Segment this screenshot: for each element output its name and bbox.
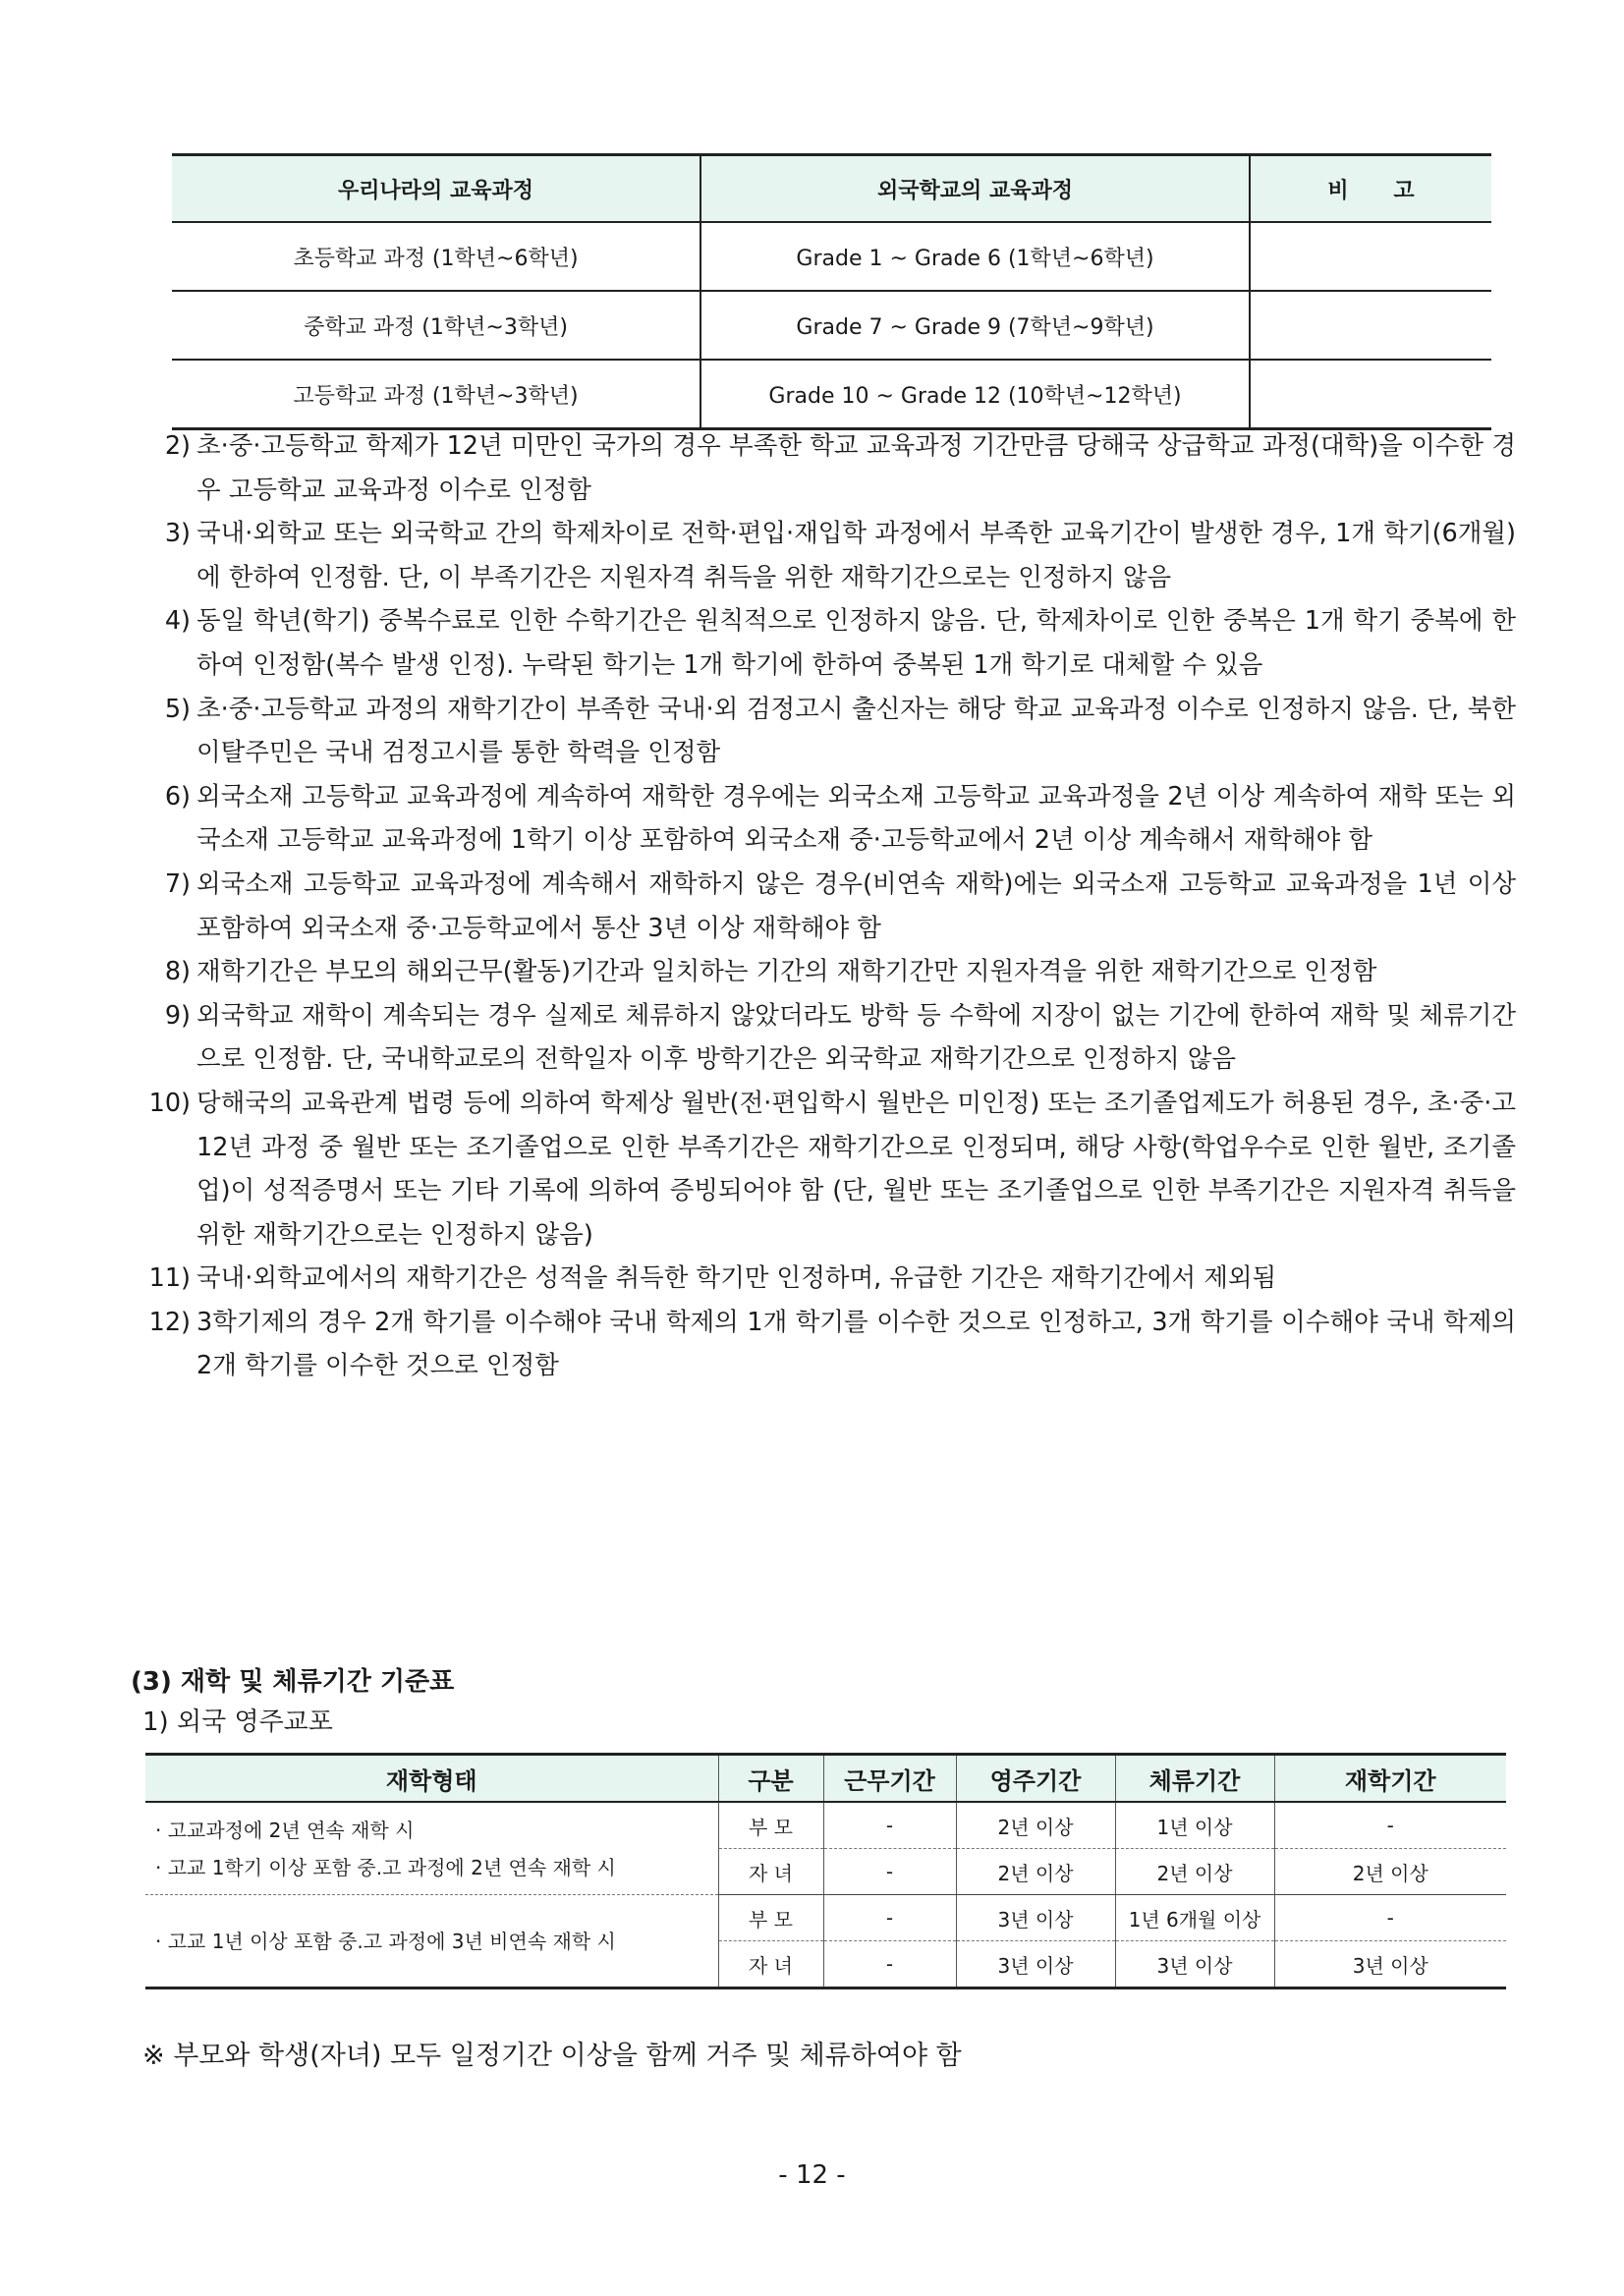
header-study-period: 재학기간 (1274, 1755, 1506, 1803)
header-work-period: 근무기간 (823, 1755, 956, 1803)
list-item (147, 1082, 1516, 1257)
note-number: 12) (148, 1307, 191, 1337)
permanent-period-cell: 2년 이상 (956, 1802, 1115, 1849)
list-item (147, 424, 1516, 512)
study-form-cell (145, 1802, 718, 1895)
note-text: 초·중·고등학교 학제가 12년 미만인 국가의 경우 부족한 학교 교육과정 기간만큼 당해국 상급학교 과정(대학)을 이수한 경우 고등학교 교육과정 이수로 인정함 (196, 431, 1516, 505)
note-text: 외국소재 고등학교 교육과정에 계속해서 재학하지 않은 경우(비연속 재학)에는 외국소재 고등학교 교육과정을 1년 이상 포함하여 외국소재 중·고등학교에서 통산 3년 이상 재학해야 함 (196, 868, 1516, 943)
study-period-cell: 2년 이상 (1274, 1849, 1506, 1895)
header-foreign: 외국학교의 교육과정 (700, 155, 1250, 223)
permanent-period-cell: 2년 이상 (956, 1849, 1115, 1895)
residency-criteria-table (145, 1753, 1506, 1989)
work-period-cell: - (823, 1895, 956, 1941)
foreign-cell: Grade 1 ~ Grade 6 (1학년~6학년) (700, 222, 1250, 291)
list-item (147, 599, 1516, 687)
header-category: 구분 (718, 1755, 823, 1803)
table-row (172, 360, 1491, 429)
study-form-line: · 고교과정에 2년 연속 재학 시 (155, 1818, 415, 1842)
study-form-line: · 고교 1년 이상 포함 중.고 과정에 3년 비연속 재학 시 (155, 1929, 616, 1953)
notes-list (147, 424, 1516, 1388)
study-period-cell: - (1274, 1802, 1506, 1849)
work-period-cell: - (823, 1802, 956, 1849)
note-number: 3) (164, 519, 191, 549)
category-cell: 자 녀 (718, 1941, 823, 1988)
permanent-period-cell: 3년 이상 (956, 1941, 1115, 1988)
note-number: 8) (164, 957, 191, 987)
work-period-cell: - (823, 1849, 956, 1895)
note-text: 초·중·고등학교 과정의 재학기간이 부족한 국내·외 검정고시 출신자는 해당 학교 교육과정 이수로 인정하지 않음. 단, 북한이탈주민은 국내 검정고시를 통한 학력을 인정함 (196, 694, 1516, 768)
list-item (147, 950, 1516, 994)
note-number: 9) (164, 1000, 191, 1031)
page-number: - 12 - (778, 2160, 846, 2190)
stay-period-cell: 3년 이상 (1115, 1941, 1274, 1988)
domestic-cell: 초등학교 과정 (1학년~6학년) (172, 222, 700, 291)
footnote: ※ 부모와 학생(자녀) 모두 일정기간 이상을 함께 거주 및 체류하여야 함 (142, 2041, 962, 2071)
note-text: 재학기간은 부모의 해외근무(활동)기간과 일치하는 기간의 재학기간만 지원자격을 위한 재학기간으로 인정함 (196, 957, 1377, 987)
remark-cell (1250, 291, 1491, 360)
criteria-table-header (145, 1755, 1506, 1803)
list-item (147, 688, 1516, 775)
remark-cell (1250, 360, 1491, 429)
section-title: (3) 재학 및 체류기간 기준표 (131, 1667, 455, 1697)
note-text: 국내·외학교 또는 외국학교 간의 학제차이로 전학·편입·재입학 과정에서 부족한 교육기간이 발생한 경우, 1개 학기(6개월)에 한하여 인정함. 단, 이 부족기간은 지원자격 취득을 위한 재학기간으로는 인정하지 않음 (196, 519, 1516, 592)
note-text: 외국학교 재학이 계속되는 경우 실제로 체류하지 않았더라도 방학 등 수학에 지장이 없는 기간에 한하여 재학 및 체류기간으로 인정함. 단, 국내학교로의 전학일자 이후 방학기간은 외국학교 재학기간으로 인정하지 않음 (196, 1000, 1516, 1075)
section-subtitle: 1) 외국 영주교포 (142, 1708, 333, 1737)
study-form-cell (145, 1895, 718, 1988)
table-row (145, 1802, 1506, 1849)
note-number: 11) (148, 1263, 191, 1294)
note-text: 3학기제의 경우 2개 학기를 이수해야 국내 학제의 1개 학기를 이수한 것으로 인정하고, 3개 학기를 이수해야 국내 학제의 2개 학기를 이수한 것으로 인정함 (196, 1307, 1516, 1381)
header-permanent-period: 영주기간 (956, 1755, 1115, 1803)
note-number: 10) (148, 1088, 191, 1118)
note-number: 6) (164, 781, 191, 812)
domestic-cell: 고등학교 과정 (1학년~3학년) (172, 360, 700, 429)
note-number: 5) (164, 694, 191, 724)
table-row (172, 222, 1491, 291)
note-number: 4) (164, 606, 191, 637)
permanent-period-cell: 3년 이상 (956, 1895, 1115, 1941)
table-row (172, 291, 1491, 360)
remark-cell (1250, 222, 1491, 291)
header-remark: 비 고 (1250, 155, 1491, 223)
list-item (147, 1301, 1516, 1388)
note-text: 당해국의 교육관계 법령 등에 의하여 학제상 월반(전·편입학시 월반은 미인정) 또는 조기졸업제도가 허용된 경우, 초·중·고 12년 과정 중 월반 또는 조기졸업으로 인한 부족기간은 재학기간으로 인정되며, 해당 사항(학업우수로 인한 월반, 조기졸업)이 성적증명서 또는 기타 기록에 의하여 증빙되어야 함 (단, 월반 또는 조기졸업으로 인한 부족기간은 지원자격 취득을 위한 재학기간으로는 인정하지 않음) (196, 1088, 1516, 1250)
header-domestic: 우리나라의 교육과정 (172, 155, 700, 223)
category-cell: 부 모 (718, 1895, 823, 1941)
note-text: 외국소재 고등학교 교육과정에 계속하여 재학한 경우에는 외국소재 고등학교 교육과정을 2년 이상 계속하여 재학 또는 외국소재 고등학교 교육과정에 1학기 이상 포함하여 외국소재 중·고등학교에서 2년 이상 계속해서 재학해야 함 (196, 781, 1516, 856)
header-study-form: 재학형태 (145, 1755, 718, 1803)
domestic-cell: 중학교 과정 (1학년~3학년) (172, 291, 700, 360)
note-text: 국내·외학교에서의 재학기간은 성적을 취득한 학기만 인정하며, 유급한 기간은 재학기간에서 제외됨 (196, 1263, 1277, 1294)
list-item (147, 512, 1516, 599)
stay-period-cell: 2년 이상 (1115, 1849, 1274, 1895)
curriculum-table-header (172, 155, 1491, 223)
work-period-cell: - (823, 1941, 956, 1988)
stay-period-cell: 1년 6개월 이상 (1115, 1895, 1274, 1941)
list-item (147, 775, 1516, 863)
curriculum-table (172, 153, 1491, 430)
study-form-line: · 고교 1학기 이상 포함 중.고 과정에 2년 연속 재학 시 (155, 1855, 616, 1879)
stay-period-cell: 1년 이상 (1115, 1802, 1274, 1849)
header-stay-period: 체류기간 (1115, 1755, 1274, 1803)
study-period-cell: - (1274, 1895, 1506, 1941)
list-item (147, 1257, 1516, 1301)
note-number: 7) (164, 868, 191, 899)
foreign-cell: Grade 7 ~ Grade 9 (7학년~9학년) (700, 291, 1250, 360)
list-item (147, 994, 1516, 1082)
note-text: 동일 학년(학기) 중복수료로 인한 수학기간은 원칙적으로 인정하지 않음. 단, 학제차이로 인한 중복은 1개 학기 중복에 한하여 인정함(복수 발생 인정). 누락된 학기는 1개 학기에 한하여 중복된 1개 학기로 대체할 수 있음 (196, 606, 1516, 680)
list-item (147, 863, 1516, 950)
category-cell: 부 모 (718, 1802, 823, 1849)
category-cell: 자 녀 (718, 1849, 823, 1895)
table-row (145, 1895, 1506, 1941)
note-number: 2) (164, 431, 191, 461)
foreign-cell: Grade 10 ~ Grade 12 (10학년~12학년) (700, 360, 1250, 429)
study-period-cell: 3년 이상 (1274, 1941, 1506, 1988)
